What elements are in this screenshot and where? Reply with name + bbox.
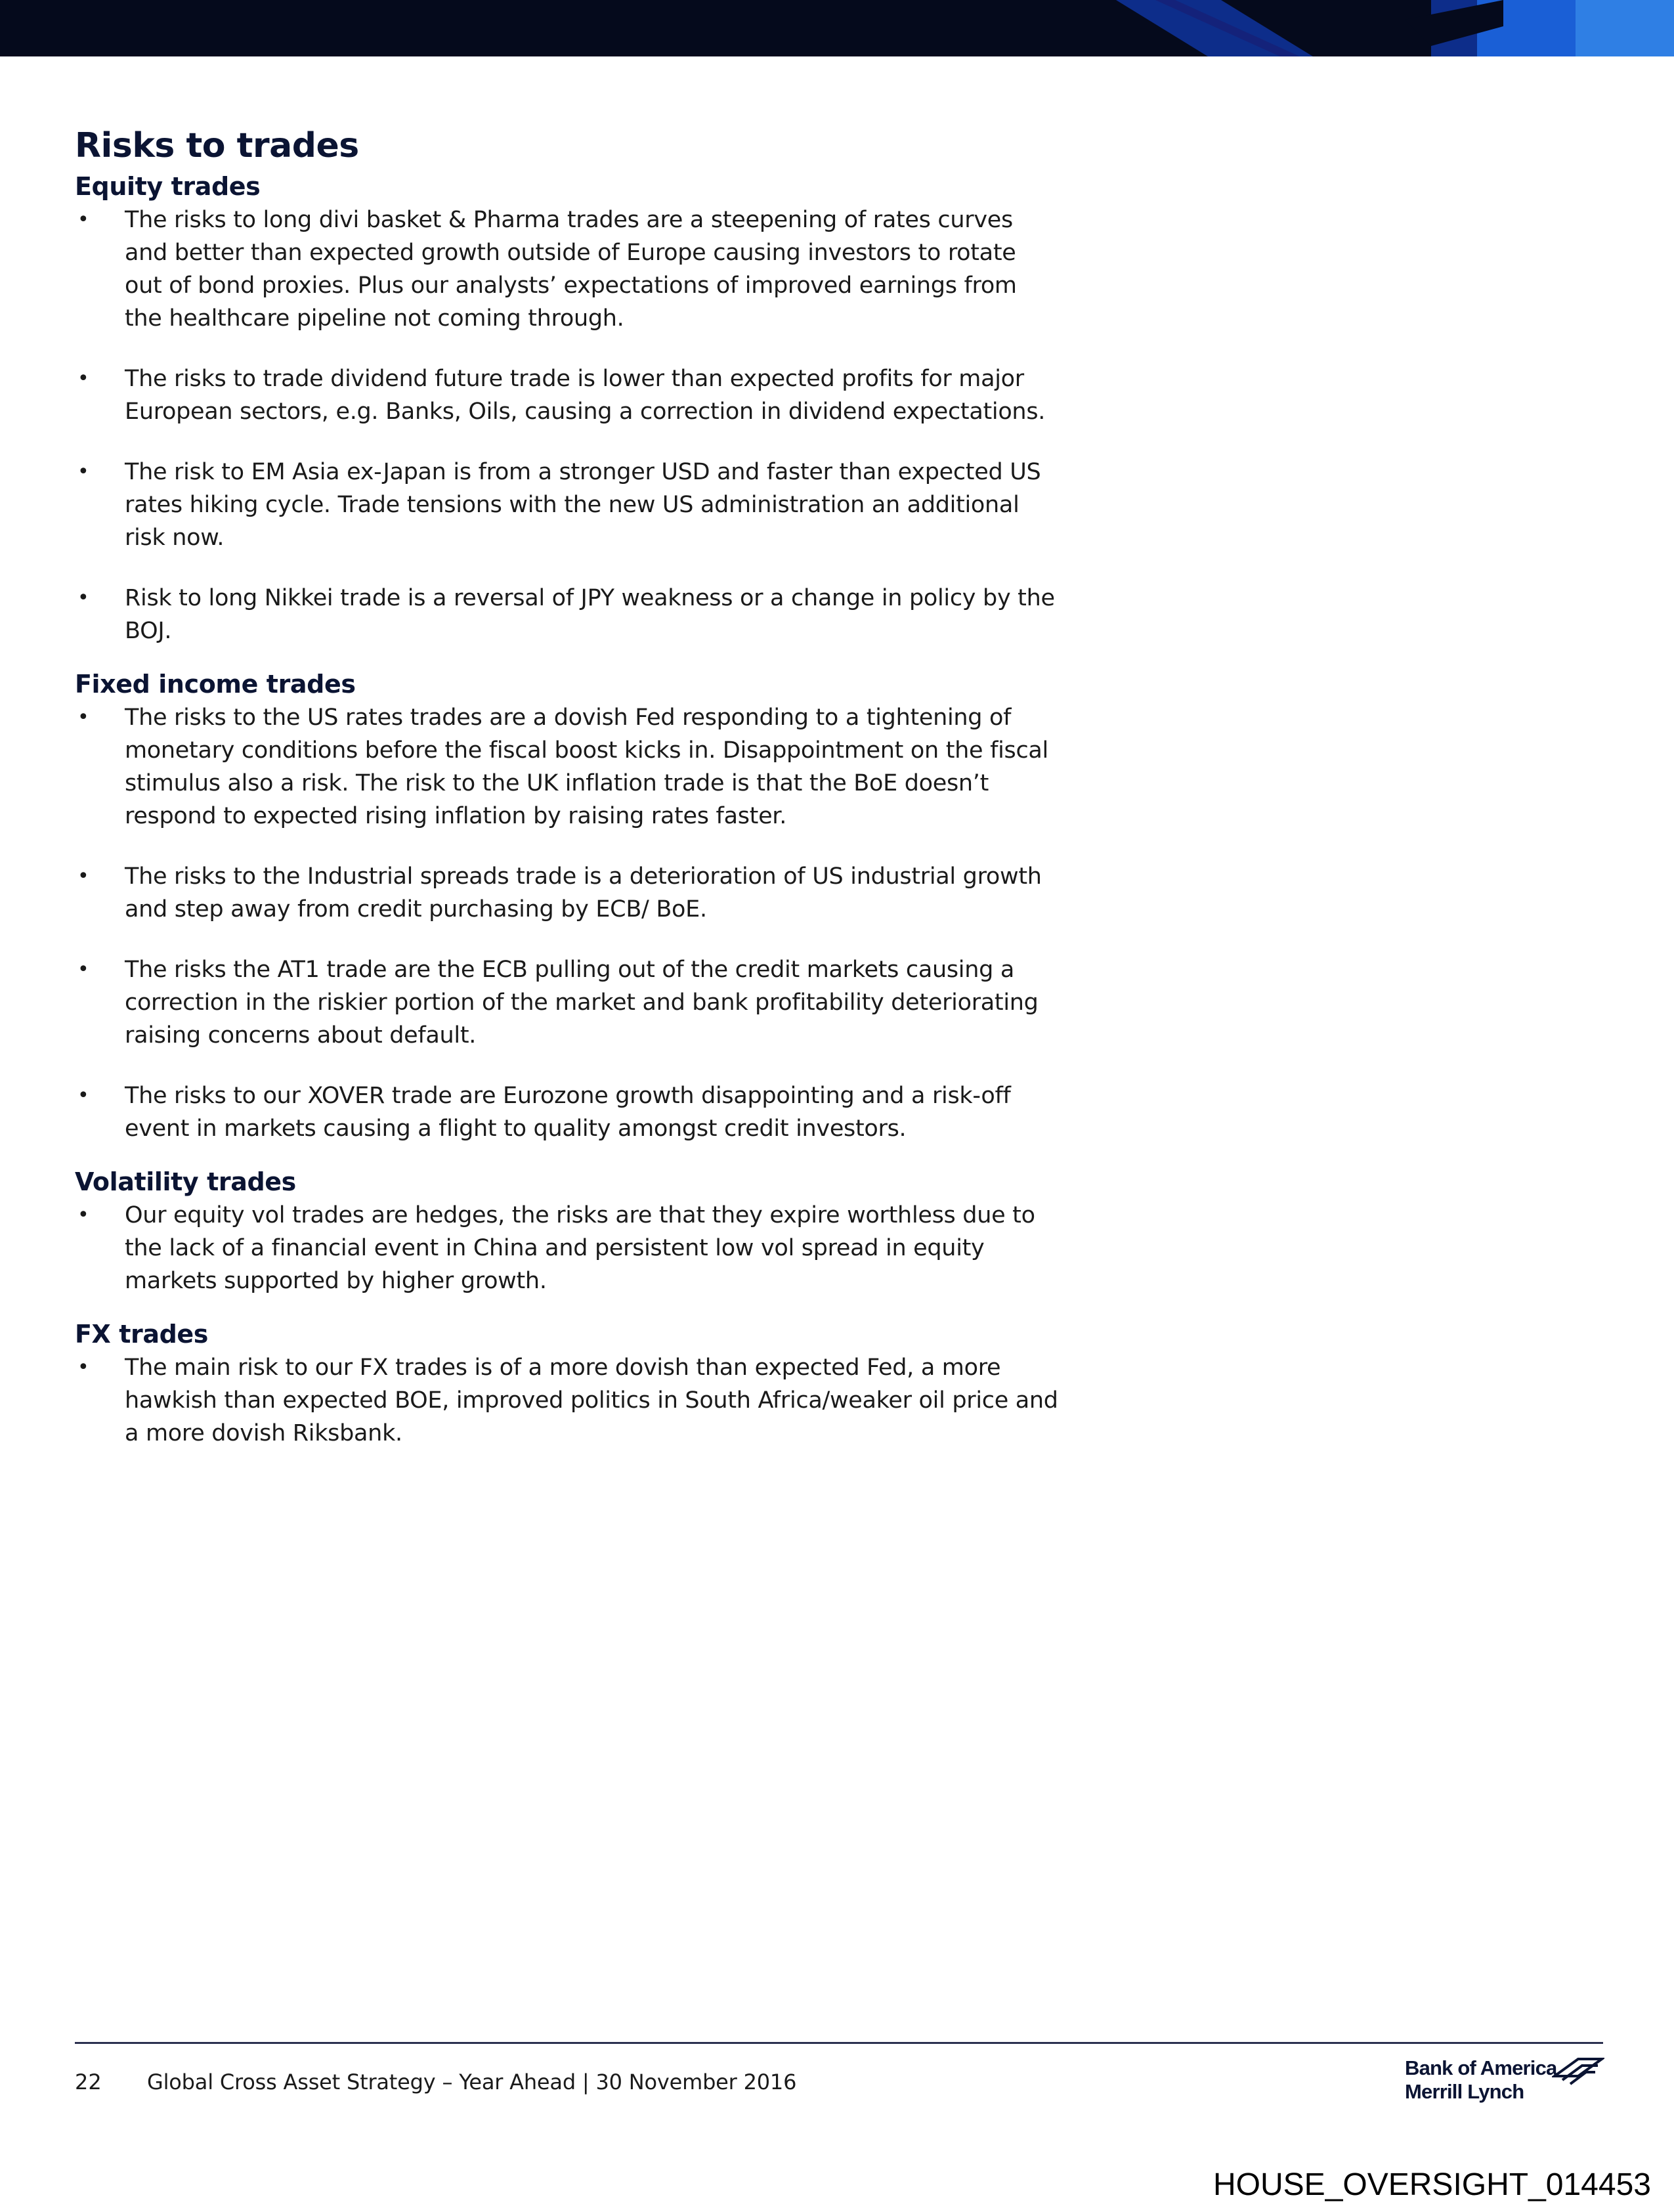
bullet-item: [75, 1351, 1060, 1450]
section-heading: FX trades: [75, 1320, 209, 1349]
logo-line-1: Bank of America: [1405, 2056, 1557, 2079]
bullet-text: The risks to the Industrial spreads trade is a deterioration of US industrial growth and step away from credit purchasing by ECB/ BoE.: [125, 863, 1042, 922]
section-heading: Volatility trades: [75, 1167, 296, 1196]
bullet-icon: •: [77, 865, 89, 888]
bullet-icon: •: [77, 586, 89, 609]
page-title: Risks to trades: [75, 126, 359, 165]
bullet-text: The risks to the US rates trades are a dovish Fed responding to a tightening of monetary conditions before the fiscal boost kicks in. Disappointment on the fiscal stimulus also a risk. The risk to the UK inflation trade is that the BoE doesn’t respond to expected rising inflation by raising rates faster.: [125, 705, 1048, 829]
bullet-item: [75, 1199, 1060, 1297]
main-content: [75, 126, 1060, 1450]
bullet-icon: •: [77, 958, 89, 981]
bullet-icon: •: [77, 367, 89, 390]
bullet-icon: •: [77, 1204, 89, 1226]
publication-info: Global Cross Asset Strategy – Year Ahead | 30 November 2016: [147, 2070, 797, 2094]
page-number: 22: [75, 2070, 102, 2094]
bullet-text: The risks to our XOVER trade are Eurozone growth disappointing and a risk-off event in markets causing a flight to quality amongst credit investors.: [125, 1083, 1011, 1142]
bullet-text: The risks to long divi basket & Pharma trades are a steepening of rates curves and better than expected growth outside of Europe causing investors to rotate out of bond proxies. Plus our analysts’ expectations of improved earnings from the healthcare pipeline not coming through.: [125, 207, 1017, 332]
bullet-item: [75, 953, 1060, 1052]
bullet-item: [75, 204, 1060, 335]
footer-divider: [75, 2042, 1603, 2044]
bullet-text: The risks to trade dividend future trade is lower than expected profits for major European sectors, e.g. Banks, Oils, causing a correction in dividend expectations.: [125, 366, 1046, 425]
bullet-item: [75, 701, 1060, 833]
bullet-item: [75, 456, 1060, 554]
bullet-text: The risk to EM Asia ex-Japan is from a stronger USD and faster than expected US rates hiking cycle. Trade tensions with the new US administration an additional risk now.: [125, 459, 1041, 551]
bullet-text: The risks the AT1 trade are the ECB pulling out of the credit markets causing a correction in the riskier portion of the market and bank profitability deteriorating raising concerns about default.: [125, 957, 1039, 1049]
flagscape-icon: [1552, 2056, 1604, 2085]
bates-number: HOUSE_OVERSIGHT_014453: [1213, 2167, 1651, 2202]
bank-of-america-logo: [1405, 2056, 1602, 2109]
section-volatility-trades: [75, 1165, 1060, 1297]
header-stripes-icon: [0, 0, 1674, 56]
bullet-list: [75, 204, 1060, 647]
section-fx-trades: [75, 1317, 1060, 1450]
bullet-item: [75, 1079, 1060, 1145]
bullet-text: Risk to long Nikkei trade is a reversal of JPY weakness or a change in policy by the BOJ.: [125, 585, 1055, 644]
section-fixed-income-trades: [75, 667, 1060, 1145]
bullet-icon: •: [77, 208, 89, 231]
bullet-text: Our equity vol trades are hedges, the risks are that they expire worthless due to the lack of a financial event in China and persistent low vol spread in equity markets supported by higher growth.: [125, 1202, 1035, 1294]
bullet-text: The main risk to our FX trades is of a more dovish than expected Fed, a more hawkish than expected BOE, improved politics in South Africa/weaker oil price and a more dovish Riksbank.: [125, 1355, 1058, 1446]
bullet-item: [75, 362, 1060, 428]
section-heading: Equity trades: [75, 172, 261, 201]
section-heading: Fixed income trades: [75, 670, 356, 699]
bullet-icon: •: [77, 460, 89, 483]
bullet-list: [75, 1351, 1060, 1450]
bullet-icon: •: [77, 706, 89, 729]
logo-line-2: Merrill Lynch: [1405, 2080, 1524, 2103]
bullet-item: [75, 582, 1060, 647]
header-banner: [0, 0, 1674, 56]
bullet-item: [75, 860, 1060, 926]
bullet-list: [75, 1199, 1060, 1297]
bullet-list: [75, 701, 1060, 1145]
bullet-icon: •: [77, 1356, 89, 1379]
logo-wordmark: [1405, 2056, 1557, 2104]
section-equity-trades: [75, 169, 1060, 647]
bullet-icon: •: [77, 1084, 89, 1107]
